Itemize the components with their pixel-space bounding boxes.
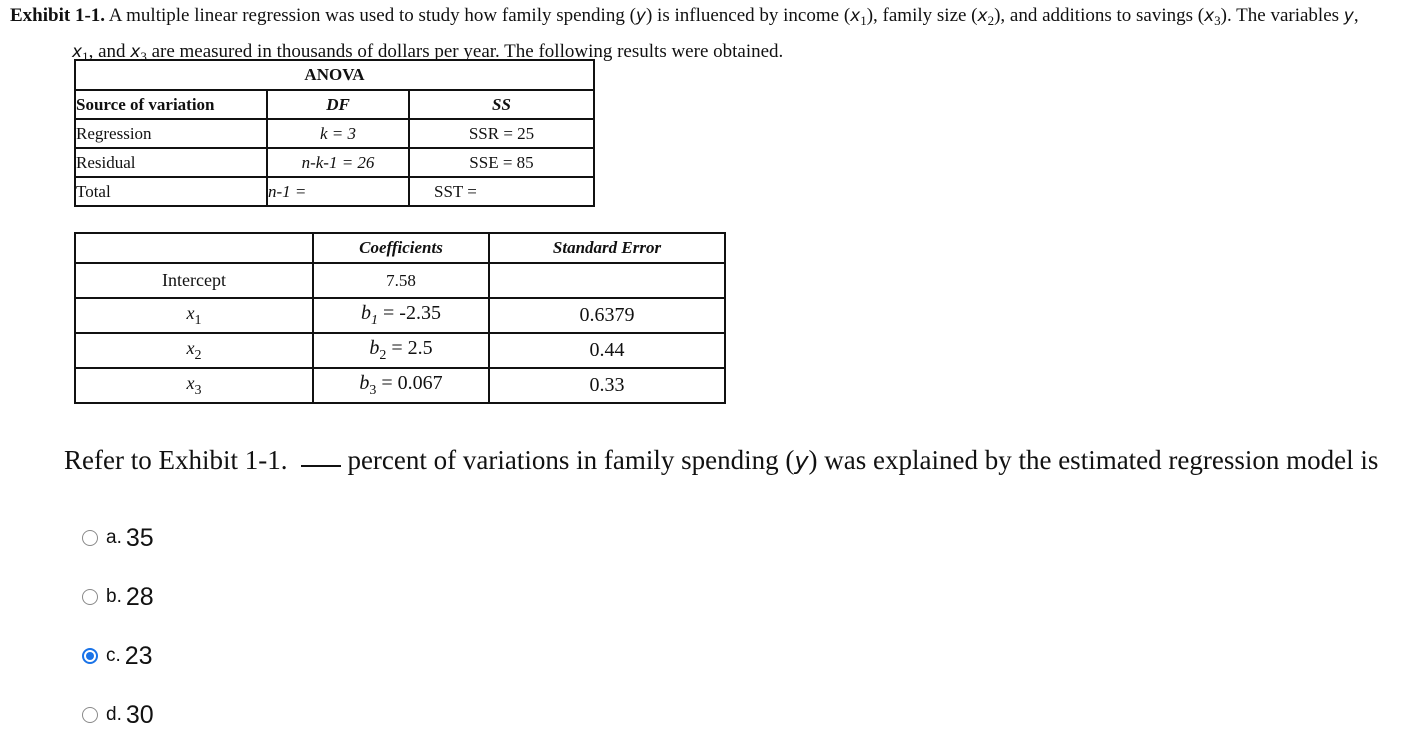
table-row: [75, 368, 725, 403]
radio-button[interactable]: [82, 589, 98, 605]
table-row: [75, 263, 725, 298]
option-a[interactable]: [82, 521, 154, 555]
anova-header-df: DF: [267, 90, 409, 119]
coef-header-blank: [75, 233, 313, 263]
coef-se: [489, 263, 725, 298]
anova-cell: SSR = 25: [409, 119, 594, 148]
anova-cell: SST =: [409, 177, 594, 206]
option-value: 35: [125, 523, 154, 552]
coef-name: Intercept: [75, 263, 313, 298]
table-row: [75, 177, 594, 206]
option-value: 28: [125, 582, 154, 611]
option-d[interactable]: [82, 698, 154, 732]
option-value: 23: [124, 641, 153, 670]
option-c[interactable]: [82, 639, 153, 673]
question-prefix: Refer to Exhibit 1-1.: [64, 445, 288, 475]
anova-title-row: [75, 60, 594, 90]
table-row: [75, 333, 725, 368]
answer-blank: [301, 464, 341, 467]
anova-cell: Regression: [75, 119, 267, 148]
coef-value: $b_1 = -2.35$: [313, 298, 489, 333]
anova-cell: Residual: [75, 148, 267, 177]
anova-table: [74, 59, 595, 207]
option-label: d.: [106, 704, 122, 725]
table-row: [75, 119, 594, 148]
coef-name: $x_3$: [75, 368, 313, 403]
option-b[interactable]: [82, 580, 154, 614]
coef-se: 0.33: [489, 368, 725, 403]
radio-button[interactable]: [82, 707, 98, 723]
anova-header-row: [75, 90, 594, 119]
option-label: b.: [106, 586, 122, 607]
coef-value: $b_2 = 2.5$: [313, 333, 489, 368]
anova-cell: n-1 =: [267, 177, 409, 206]
radio-button-selected[interactable]: [82, 648, 98, 664]
exhibit-line-2: $x_1$, and $x_3$ are measured in thousands of dollars per year. The following results were obtained.: [72, 41, 784, 64]
coef-name: $x_1$: [75, 298, 313, 333]
anova-header-source: Source of variation: [75, 90, 267, 119]
radio-button[interactable]: [82, 530, 98, 546]
coef-name: $x_2$: [75, 333, 313, 368]
anova-header-ss: SS: [409, 90, 594, 119]
anova-cell: k = 3: [267, 119, 409, 148]
coef-value: $b_3 = 0.067$: [313, 368, 489, 403]
coef-value: 7.58: [313, 263, 489, 298]
coef-se: 0.6379: [489, 298, 725, 333]
option-value: 30: [125, 700, 154, 729]
coef-header-row: [75, 233, 725, 263]
anova-cell: n-k-1 = 26: [267, 148, 409, 177]
option-label: a.: [106, 527, 122, 548]
option-label: c.: [106, 645, 121, 666]
anova-cell: SSE = 85: [409, 148, 594, 177]
question-text: Refer to Exhibit 1-1. percent of variations in family spending (y) was explained by the estimated regression model is: [64, 445, 1379, 475]
exhibit-line-1: Exhibit 1-1. A multiple linear regression was used to study how family spending (y) is influenced by income $(x_1)$, family size $(x_2)$, and additions to savings $(x_3)$. The variables y,: [10, 5, 1359, 28]
exhibit-label: Exhibit 1-1.: [10, 5, 106, 26]
table-row: [75, 148, 594, 177]
anova-title: ANOVA: [75, 60, 594, 90]
coef-se: 0.44: [489, 333, 725, 368]
table-row: [75, 298, 725, 333]
anova-cell: Total: [75, 177, 267, 206]
coef-header-std-error: Standard Error: [489, 233, 725, 263]
coefficients-table: [74, 232, 726, 404]
coef-header-coefficients: Coefficients: [313, 233, 489, 263]
